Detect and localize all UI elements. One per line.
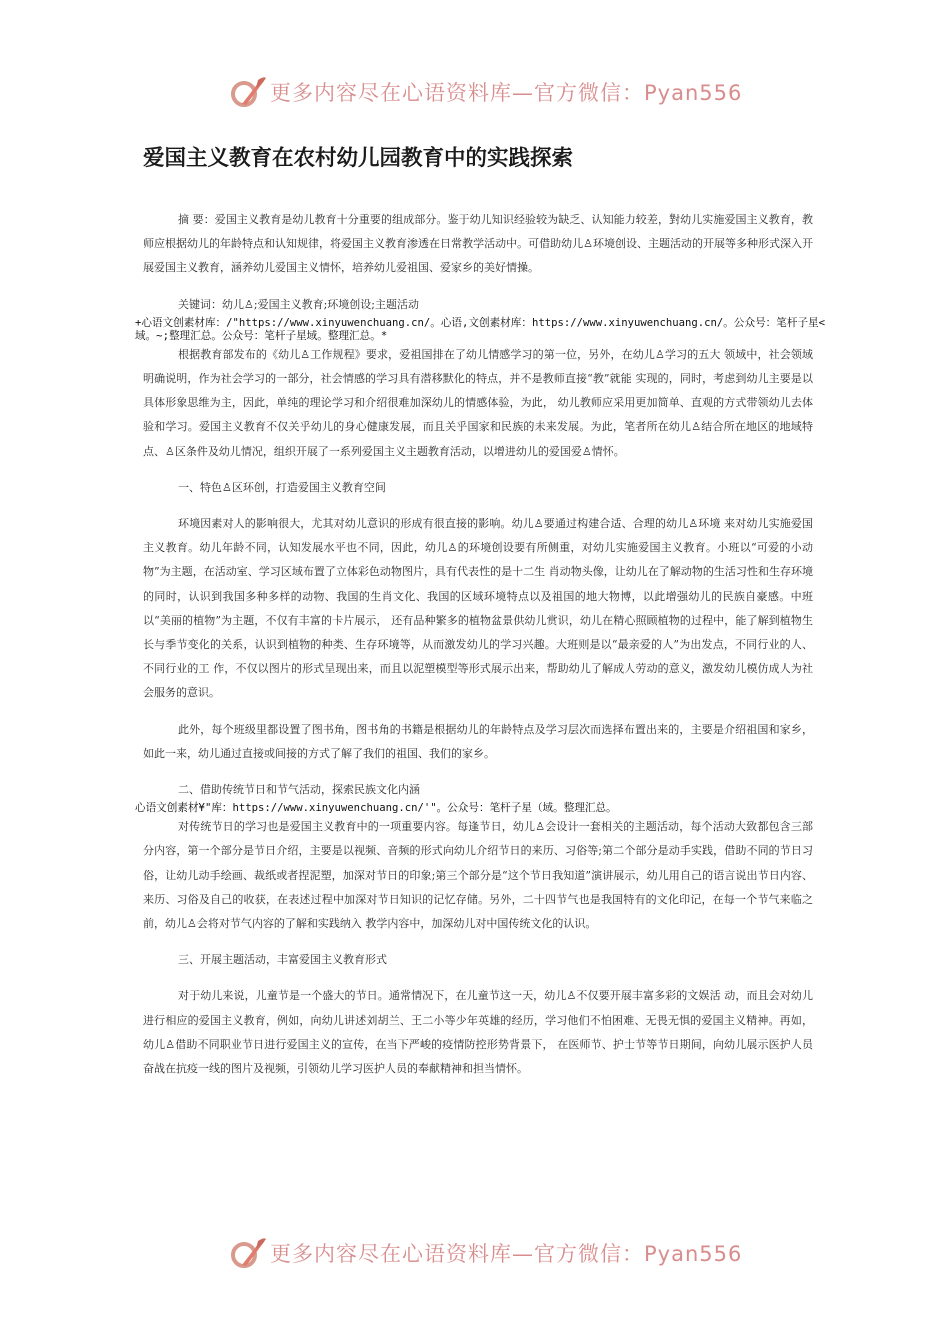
section-heading-1: 一、特色♙区环创，打造爱国主义教育空间 bbox=[178, 480, 386, 494]
body-paragraph: 对传统节日的学习也是爱国主义教育中的一项重要内容。每逢节日，幼儿♙会设计一套相关的主题活动，每个活动大致都包含三部分内容，第一个部分是节日介绍，主要是以视频、音频的形式向幼儿介绍节日的来历、习俗等;第二个部分是动手实践，借助不同的节日习俗，让幼儿动手绘画、裁纸或者捏泥塑，加深对节日的印象;第三个部分是“这个节日我知道”演讲展示，幼儿用自己的语言说出节日内容、来历、习俗及自己的收获，在表述过程中加深对节日知识的记忆存储。另外，二十四节气也是我国特有的文化印记，在每一个节气来临之前，幼儿♙会将对节气内容的了解和实践纳入 教学内容中，加深幼儿对中国传统文化的认识。 bbox=[143, 820, 813, 931]
banner-text: 更多内容尽在心语资料库—官方微信：Pyan556 bbox=[270, 1242, 743, 1266]
abstract-paragraph: 摘 要：爱国主义教育是幼儿教育十分重要的组成部分。鉴于幼儿知识经验较为缺乏、认知能力较差，對幼儿实施爱国主义教育，教师应根据幼儿的年龄特点和认知规律，将爱国主义教育渗透在日常教学活动中。可借助幼儿♙环境创设、主题活动的开展等多种形式深入开展爱国主义教育，涵养幼儿爱国主义情怀，培养幼儿爱祖国、爱家乡的美好情操。 bbox=[143, 213, 813, 275]
intro-paragraph: 根据教育部发布的《幼儿♙工作规程》要求，爱祖国排在了幼儿情感学习的第一位，另外，在幼儿♙学习的五大 领域中，社会领域明确说明，作为社会学习的一部分，社会情感的学习具有潜移默化的特点，并不是教师直接“教”就能 实现的，同时，考虑到幼儿主要是以具体形象思维为主，因此，单纯的理论学习和介绍很难加深幼儿的情感体验，为此， 幼儿教师应采用更加简单、直观的方式带领幼儿去体验和学习。爱国主义教育不仅关乎幼儿的身心健康发展，而且关乎国家和民族的未来发展。为此，笔者所在幼儿♙结合所在地区的地域特点、♙区条件及幼儿情况，组织开展了一系列爱国主义主题教育活动，以增进幼儿的爱国爱♙情怀。 bbox=[143, 347, 813, 458]
body-paragraph: 环境因素对人的影响很大，尤其对幼儿意识的形成有很直接的影响。幼儿♙要通过构建合适、合理的幼儿♙环境 来对幼儿实施爱国主义教育。幼儿年龄不同，认知发展水平也不同，因此，幼儿♙的环境创设要有所侧重，对幼儿实施爱国主义教育。小班以“可爱的小动物”为主题，在活动室、学习区域布置了立体彩色动物图片，具有代表性的是十二生 肖动物头像，让幼儿在了解动物的生活习性和生存环境的同时，认识到我国多种多样的动物、我国的生肖文化、我国的区域环境特点以及祖国的地大物博，以此增强幼儿的民族自豪感。中班以“美丽的植物”为主题，不仅有丰富的卡片展示， 还有品种繁多的植物盆景供幼儿赏识，幼儿在精心照顾植物的过程中，能了解到植物生长与季节变化的关系，认识到植物的种类、生存环境等，从而激发幼儿的学习兴趣。大班则是以“最亲爱的人”为出发点，不同行业的人、不同行业的工 作，不仅以图片的形式呈现出来，而且以泥塑模型等形式展示出来，帮助幼儿了解成人劳动的意义，激发幼儿模仿成人为社会服务的意识。 bbox=[143, 517, 813, 700]
watermark-text: 心语文创素材¥"库：https://www.xinyuwenchuang.cn/'"。公众号：笔杆子星（域。整理汇总。 bbox=[135, 802, 617, 815]
quill-logo-icon bbox=[228, 1235, 268, 1271]
quill-logo-icon bbox=[228, 74, 268, 110]
section-heading-2: 二、借助传统节日和节气活动，探索民族文化内涵 bbox=[178, 783, 420, 797]
footer-banner bbox=[228, 1235, 742, 1271]
banner-text: 更多内容尽在心语资料库—官方微信：Pyan556 bbox=[270, 81, 743, 105]
header-banner bbox=[228, 74, 742, 110]
watermark-text: +心语文创素材库：/"https://www.xinyuwenchuang.cn/。心语,文创素材库：https://www.xinyuwenchuang.cn/。公众号：笔杆子星<域。~;整理汇总。公众号：笔杆子星域。整理汇总。* bbox=[135, 316, 826, 342]
body-paragraph: 此外，每个班级里都设置了图书角，图书角的书籍是根据幼儿的年龄特点及学习层次而选择布置出来的，主要是介绍祖国和家乡，如此一来，幼儿通过直接或间接的方式了解了我们的祖国、我们的家乡。 bbox=[143, 722, 813, 760]
keywords-line: 关键词：幼儿♙;爱国主义教育;环境创设;主题活动 bbox=[178, 297, 419, 311]
document-body bbox=[135, 208, 826, 1081]
section-heading-3: 三、开展主题活动，丰富爱国主义教育形式 bbox=[178, 953, 387, 967]
document-title: 爱国主义教育在农村幼儿园教育中的实践探索 bbox=[143, 146, 574, 171]
body-paragraph: 对于幼儿来说，儿童节是一个盛大的节日。通常情况下，在儿童节这一天，幼儿♙不仅要开展丰富多彩的文娱活 动，而且会对幼儿进行相应的爱国主义教育，例如，向幼儿讲述刘胡兰、王二小等少年英雄的经历，学习他们不怕困难、无畏无惧的爱国主义精神。再如，幼儿♙借助不同职业节日进行爱国主义的宣传，在当下严峻的疫情防控形势背景下， 在医师节、护士节等节日期间，向幼儿展示医护人员奋战在抗疫一线的图片及视频，引领幼儿学习医护人员的奉献精神和担当情怀。 bbox=[143, 989, 813, 1076]
